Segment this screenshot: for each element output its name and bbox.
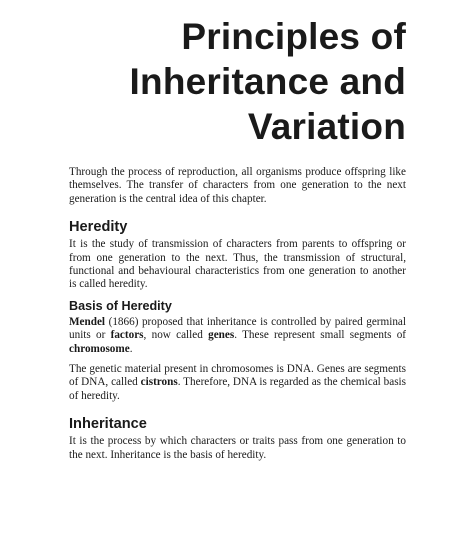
heredity-paragraph: It is the study of transmission of characters from parents to offspring or from one generation to the next. Thus, the transmission of structural, functional and behavioural characteristics from one generation to another is called heredity. bbox=[69, 238, 406, 291]
chapter-title-line: Principles of bbox=[181, 16, 406, 57]
chapter-title-line: Variation bbox=[247, 106, 406, 147]
basis-of-heredity-heading: Basis of Heredity bbox=[69, 298, 172, 313]
basis-paragraph-dna bbox=[69, 363, 406, 403]
term-chromosome: chromosome bbox=[69, 342, 130, 355]
heredity-heading: Heredity bbox=[69, 219, 128, 236]
term-cistrons: cistrons bbox=[140, 376, 178, 389]
inheritance-heading: Inheritance bbox=[69, 416, 147, 433]
chapter-title bbox=[46, 14, 406, 149]
text-run: , now called bbox=[143, 329, 209, 342]
term-mendel: Mendel bbox=[69, 315, 106, 328]
basis-paragraph-mendel bbox=[69, 316, 406, 356]
intro-paragraph: Through the process of reproduction, all organisms produce offspring like themselves. The transfer of characters from one generation to the next generation is the central idea of this chapter. bbox=[69, 166, 406, 205]
chapter-title-line: Inheritance and bbox=[129, 61, 406, 102]
text-run: . These represent small segments of bbox=[234, 329, 407, 342]
term-factors: factors bbox=[110, 329, 144, 342]
text-run: The genetic material present in chromosomes is DNA. Genes are segments of DNA, called bbox=[69, 363, 406, 389]
text-run: . Therefore, DNA is regarded as the chemical basis of heredity. bbox=[69, 376, 407, 402]
inheritance-paragraph: It is the process by which characters or traits pass from one generation to the next. Inheritance is the basis of heredity. bbox=[69, 435, 406, 461]
text-run: . bbox=[129, 342, 133, 355]
term-genes: genes bbox=[208, 329, 235, 342]
chapter-content bbox=[69, 166, 406, 462]
text-run: (1866) proposed that inheritance is controlled by paired germinal units or bbox=[69, 315, 406, 342]
